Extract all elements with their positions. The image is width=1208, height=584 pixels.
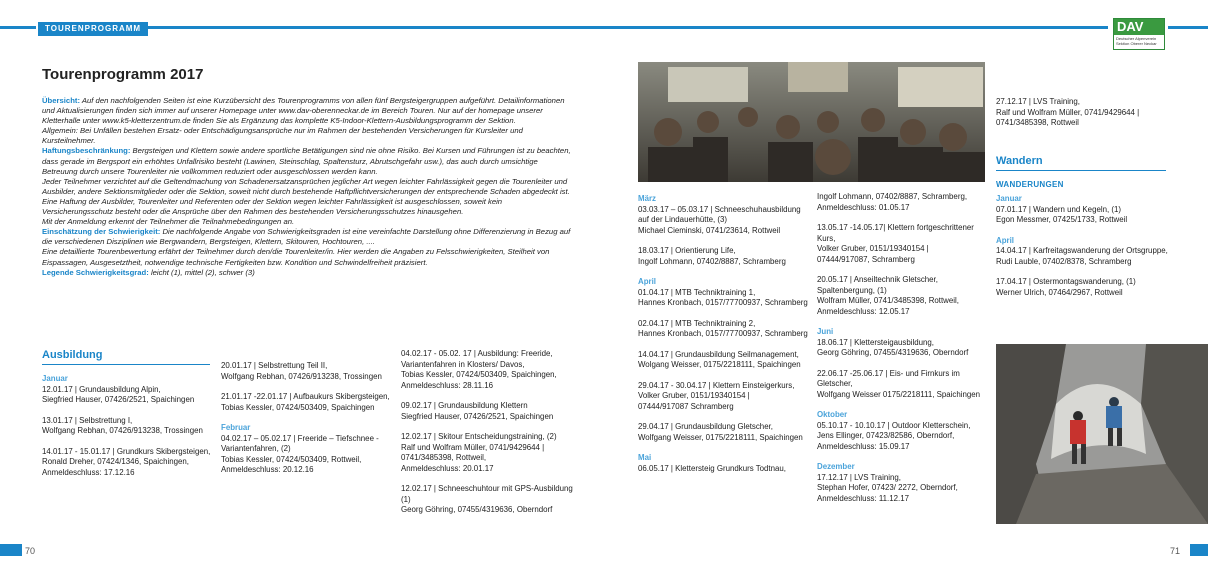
tour-entry: 14.01.17 - 15.01.17 | Grundkurs Skibergsteigen, Ronald Dreher, 07424/1346, Spaichingen, Anmeldeschluss: 17.12.16 [42, 446, 211, 477]
intro-keyword: Einschätzung der Schwierigkeit: [42, 227, 161, 237]
wanderungen-label: WANDERUNGEN [996, 180, 1064, 189]
month-label: März [638, 194, 656, 203]
intro-paragraph [42, 177, 572, 217]
intro-paragraph [42, 217, 572, 227]
tour-entry: 21.01.17 -22.01.17 | Aufbaukurs Skibergsteigen, Tobias Kessler, 07424/503409, Spaichingen [221, 392, 390, 412]
intro-body: Bergsteigen und Klettern sowie andere sportliche Betätigungen sind nie ohne Risiko. Bei Kursen und Führungen ist zu beachten, dass gerade im Bergsport ein erhöhtes Unfallrisiko besteht (Lawinen, Steinschlag, Spaltensturz, Abrutschgefahr usw.), das auch durch umsichtige Betreuung durch unsere Tourenleiter nie vollkommen reduziert oder ausgeschlossen werden kann. [42, 146, 571, 176]
column-3 [401, 349, 573, 526]
column-6-top [996, 97, 1171, 139]
seminar-photo-image [638, 62, 985, 182]
intro-keyword: Übersicht: [42, 96, 81, 105]
tour-entry: 17.12.17 | LVS Training, Stephan Hofer, 07423/ 2272, Oberndorf, Anmeldeschluss: 11.12.17 [817, 472, 958, 503]
page-title: Tourenprogramm 2017 [42, 66, 204, 83]
section-tag: TOURENPROGRAMM [38, 22, 148, 36]
month-label: Oktober [817, 410, 848, 419]
page-number-right: 71 [1170, 546, 1181, 556]
mountain-photo-image [996, 344, 1208, 524]
month-label: Juni [817, 327, 834, 336]
ausbildung-rule [42, 364, 210, 365]
month-label: Mai [638, 453, 652, 462]
mountain-photo [996, 344, 1208, 524]
intro-paragraph [42, 227, 572, 247]
column-6 [996, 192, 1171, 308]
month-label: April [638, 277, 656, 286]
dav-logo [1113, 18, 1165, 50]
tour-entry: 20.01.17 | Selbstrettung Teil II, Wolfgang Rebhan, 07426/913238, Trossingen [221, 361, 382, 381]
intro-paragraph [42, 268, 572, 278]
footer-bar-right [1190, 544, 1208, 556]
page-number-left: 70 [25, 546, 36, 556]
month-label: Februar [221, 423, 251, 432]
tour-entry: 01.04.17 | MTB Techniktraining 1, Hannes Kronbach, 0157/77700937, Schramberg [638, 287, 808, 307]
tour-entry: 27.12.17 | LVS Training, Ralf und Wolfram Müller, 0741/9429644 | 0741/3485398, Rottweil [996, 97, 1140, 127]
column-1 [42, 372, 217, 488]
intro-body: Die nachfolgende Angabe von Schwierigkeitsgraden ist eine vereinfachte Darstellung ohne Differenzierung in Bezug auf die verschiedenen Disziplinen wie Bergwandern, Bergsteigen, Klettern, Skitouren, Hochtouren, .... [42, 227, 571, 247]
intro-body: Jeder Teilnehmer verzichtet auf die Geltendmachung von Schadenersatzansprüchen jeglicher Art wegen leichter Fahrlässigkeit gegen die Tourenleiter und Ausbilder, andere Sektionsmitglieder oder die Sektion, soweit nicht durch bestehende Haftpflichtversicherungen der entsprechende Schaden abgedeckt ist. Eine Haftung der Ausbilder, Tourenleiter und Referenten oder der Sektion wegen leichter Fahrlässigkeit ist ausgeschlossen, soweit kein Versicherungsschutz besteht oder die Ansprüche über den Rahmen des bestehenden Versicherungsschutzes hinausgehen. [42, 176, 570, 217]
tour-entry: 14.04.17 | Grundausbildung Seilmanagement, Wolgang Weisser, 0175/2218111, Spaichingen [638, 349, 801, 369]
intro-paragraph [42, 126, 572, 146]
tour-entry: 22.06.17 -25.06.17 | Eis- und Firnkurs im Gletscher, Wolfgang Weisser 0175/2218111, Spaichingen [817, 368, 981, 399]
footer-bar-left [0, 544, 22, 556]
logo-text: DAV [1114, 19, 1164, 35]
wandern-rule [996, 170, 1166, 171]
tour-entry: 04.02.17 - 05.02. 17 | Ausbildung: Freeride, Variantenfahren in Klosters/ Davos, Tobias Kessler, 07424/503409, Spaichingen, Anmeldeschluss: 28.11.16 [401, 349, 557, 390]
intro-paragraph [42, 247, 572, 267]
tour-entry: Ingolf Lohmann, 07402/8887, Schramberg, Anmeldeschluss: 01.05.17 [817, 192, 968, 212]
tour-entry: 09.02.17 | Grundausbildung Klettern Siegfried Hauser, 07426/2521, Spaichingen [401, 401, 554, 421]
month-label: Dezember [817, 462, 855, 471]
header-bar-left [0, 26, 36, 29]
intro-paragraph [42, 146, 572, 176]
tour-entry: 17.04.17 | Ostermontagswanderung, (1) Werner Ulrich, 07464/2967, Rottweil [996, 277, 1136, 297]
intro-body: Auf den nachfolgenden Seiten ist eine Kurzübersicht des Tourenprogramms von allen fünf Bergsteigergruppen aufgeführt. Detailinformationen und Aktualisierungen finden sich immer auf unserer Homepage unter www.dav-oberenneckar.de im Bereich Touren. Nur auf der homepage unserer Kletterhalle unter www.k5-kletterzentrum.de finden Sie als Ergänzung das komplette K5-Indoor-Klettern-Ausbildungsprogramm der Sektion. [42, 96, 565, 126]
tour-entry: 04.02.17 – 05.02.17 | Freeride – Tiefschnee - Variantenfahren, (2) Tobias Kessler, 07424/503409, Rottweil, Anmeldeschluss: 20.12.16 [221, 433, 379, 474]
tour-entry: 13.05.17 -14.05.17| Klettern fortgeschrittener Kurs, Volker Gruber, 0151/19340154 | 07444/917087, Schramberg [817, 223, 974, 264]
intro-body: Mit der Anmeldung erkennt der Teilnehmer die Teilnahmebedingungen an. [42, 217, 295, 227]
tour-entry: 06.05.17 | Klettersteig Grundkurs Todtnau, [638, 463, 786, 473]
tour-entry: 18.06.17 | Klettersteigausbildung, Georg Göhring, 07455/4319636, Oberndorf [817, 337, 969, 357]
column-4 [638, 192, 810, 484]
tour-entry: 02.04.17 | MTB Techniktraining 2, Hannes Kronbach, 0157/77700937, Schramberg [638, 318, 808, 338]
logo-sub: Deutscher Alpenverein Sektion Oberer Neckar [1116, 36, 1157, 46]
header-bar-far-right [1168, 26, 1208, 29]
wandern-heading: Wandern [996, 155, 1043, 167]
intro-body: leicht (1), mittel (2), schwer (3) [148, 267, 255, 277]
column-2 [221, 361, 391, 486]
tour-entry: 07.01.17 | Wandern und Kegeln, (1) Egon Messmer, 07425/1733, Rottweil [996, 204, 1128, 224]
ausbildung-heading: Ausbildung [42, 349, 103, 361]
intro-text [42, 96, 572, 278]
month-label: Januar [42, 374, 68, 383]
month-label: Januar [996, 194, 1022, 203]
tour-entry: 03.03.17 – 05.03.17 | Schneeschuhausbildung auf der Lindauerhütte, (3) Michael Cieminski, 0741/23614, Rottweil [638, 204, 801, 235]
header-bar-right [130, 26, 1108, 29]
seminar-photo [638, 62, 985, 182]
tour-entry: 20.05.17 | Anseiltechnik Gletscher, Spaltenbergung, (1) Wolfram Müller, 0741/3485398, Rottweil, Anmeldeschluss: 12.05.17 [817, 275, 959, 316]
tour-entry: 12.02.17 | Schneeschuhtour mit GPS-Ausbildung (1) Georg Göhring, 07455/4319636, Oberndorf [401, 484, 573, 514]
intro-paragraph [42, 96, 572, 126]
tour-entry: 12.01.17 | Grundausbildung Alpin, Siegfried Hauser, 07426/2521, Spaichingen [42, 384, 195, 404]
tour-entry: 12.02.17 | Skitour Entscheidungstraining, (2) Ralf und Wolfram Müller, 0741/9429644 | 0741/3485398, Rottweil, Anmeldeschluss: 20.01.17 [401, 432, 557, 473]
tour-entry: 14.04.17 | Karfreitagswanderung der Ortsgruppe, Rudi Lauble, 07402/8378, Schramberg [996, 246, 1168, 266]
intro-body: Eine detaillierte Tourenbewertung erfährt der Teilnehmer durch den/die Tourenleiter/in. Hier werden die Angaben zu Felsschwierigkeiten, Steilheit von Eispassagen, Ausgesetztheit, notwendige technische Fertigkeiten bzw. Kondition und Schwindelfreiheit präzisiert. [42, 247, 550, 267]
tour-entry: 13.01.17 | Selbstrettung I, Wolfgang Rebhan, 07426/913238, Trossingen [42, 415, 203, 435]
tour-entry: 18.03.17 | Orientierung Life, Ingolf Lohmann, 07402/8887, Schramberg [638, 246, 786, 266]
column-5 [817, 192, 989, 514]
intro-keyword: Haftungsbeschränkung: [42, 146, 131, 156]
intro-keyword: Legende Schwierigkeitsgrad: [42, 267, 149, 277]
tour-entry: 05.10.17 - 10.10.17 | Outdoor Kletterschein, Jens Ellinger, 07423/82586, Oberndorf, Anmeldeschluss: 15.09.17 [817, 420, 971, 451]
wanderungen-subheading [996, 180, 1064, 191]
month-label: April [996, 235, 1014, 245]
intro-body: Allgemein: Bei Unfällen bestehen Ersatz- oder Entschädigungsansprüche nur im Rahmen der bestehenden Versicherungen für Kursleiter und Kursteilnehmer. [42, 126, 523, 146]
tour-entry: 29.04.17 - 30.04.17 | Klettern Einsteigerkurs, Volker Gruber, 0151/19340154 | 07444/917087 Schramberg [638, 380, 795, 411]
tour-entry: 29.04.17 | Grundausbildung Gletscher, Wolfgang Weisser, 0175/2218111, Spaichingen [638, 422, 803, 442]
